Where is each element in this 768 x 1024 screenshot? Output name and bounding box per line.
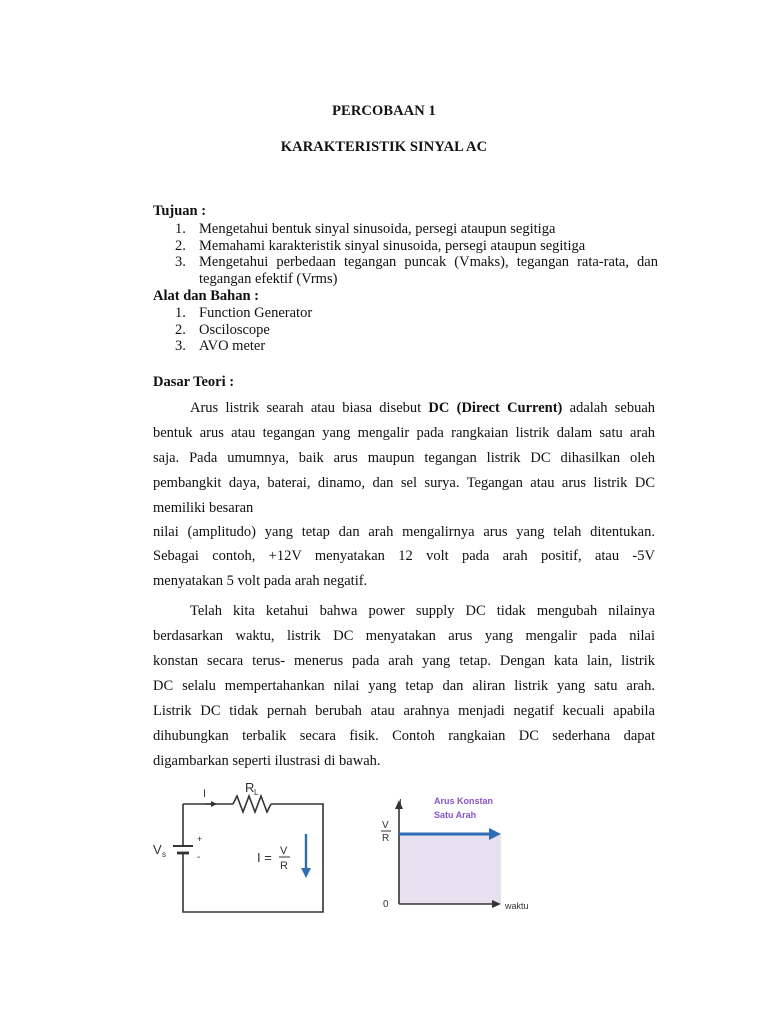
graph-tick-numerator: V	[382, 820, 389, 831]
theory-paragraph-1	[153, 396, 655, 594]
objectives-heading: Tujuan :	[153, 203, 207, 219]
theory-paragraph-2	[153, 599, 655, 774]
paragraph-line: DC selalu mempertahankan nilai yang tetap dan aliran listrik yang satu arah.	[153, 678, 655, 694]
graph-origin-label: 0	[383, 899, 389, 910]
list-number: 1.	[175, 305, 186, 321]
list-item	[153, 254, 658, 287]
graph-y-label: I	[399, 798, 402, 809]
plus-sign: +	[197, 834, 203, 844]
paragraph-line: digambarkan seperti ilustrasi di bawah.	[153, 753, 381, 769]
paragraph-line: menyatakan 5 volt pada arah negatif.	[153, 573, 368, 589]
list-number: 1.	[175, 221, 186, 237]
dc-circuit-figure	[153, 778, 545, 936]
list-text: Osciloscope	[199, 321, 270, 338]
figure-svg	[153, 778, 545, 936]
list-text: Function Generator	[199, 305, 313, 321]
circuit-wire-loop	[183, 804, 323, 912]
constant-area-fill	[399, 834, 501, 904]
equipment-heading: Alat dan Bahan :	[153, 288, 259, 304]
line-text: adalah sebuah	[562, 400, 656, 416]
list-text: Memahami karakteristik sinyal sinusoida, persegi ataupun segitiga	[199, 237, 586, 254]
list-text: Mengetahui bentuk sinyal sinusoida, persegi ataupun segitiga	[199, 221, 556, 237]
dc-term: DC (Direct Current)	[428, 400, 563, 416]
paragraph-line: saja. Pada umumnya, baik arus maupun tegangan listrik DC dihasilkan oleh	[153, 450, 655, 466]
objectives-list	[153, 221, 658, 287]
paragraph-line: konstan secara terus- menerus pada arah yang tetap. Dengan kata lain, listrik	[153, 653, 655, 669]
list-item	[153, 338, 658, 355]
experiment-title: PERCOBAAN 1	[332, 103, 436, 119]
list-text: Mengetahui perbedaan tegangan puncak (Vmaks), tegangan rata-rata, dan tegangan efektif (Vrms)	[199, 254, 658, 287]
formula-denominator: R	[280, 860, 288, 872]
theory-heading: Dasar Teori :	[153, 374, 235, 390]
paragraph-line: berdasarkan waktu, listrik DC menyatakan arus yang mengalir pada nilai	[153, 628, 655, 644]
line-text: Telah kita ketahui bahwa power supply DC tidak mengubah nilainya	[190, 603, 655, 619]
paragraph-line	[153, 599, 655, 624]
list-number: 3.	[175, 338, 186, 354]
paragraph-line	[153, 396, 655, 421]
list-item	[153, 305, 658, 322]
paragraph-line: nilai (amplitudo) yang tetap dan arah mengalirnya arus yang telah ditentukan.	[153, 524, 655, 540]
paragraph-line: Sebagai contoh, +12V menyatakan 12 volt pada arah positif, atau -5V	[153, 548, 655, 564]
line-text: Arus listrik searah atau biasa disebut	[190, 400, 429, 416]
paragraph-line: memiliki besaran	[153, 500, 254, 516]
formula-numerator: V	[280, 845, 288, 857]
list-item	[153, 238, 658, 255]
current-arrow-icon	[211, 801, 217, 807]
resistor-symbol	[233, 796, 271, 812]
list-text: AVO meter	[199, 338, 266, 354]
resistor-label: R	[245, 780, 255, 795]
current-label: I	[203, 788, 207, 800]
formula-lhs: I =	[257, 850, 272, 865]
paragraph-line: dihubungkan terbalik secara fisik. Contoh rangkaian DC sederhana dapat	[153, 728, 655, 744]
list-number: 2.	[175, 237, 186, 254]
source-subscript: s	[162, 850, 166, 859]
list-item	[153, 221, 658, 238]
minus-sign: -	[197, 852, 201, 863]
annotation-line-1: Arus Konstan	[434, 796, 494, 806]
list-number: 3.	[175, 254, 186, 270]
graph-x-label: waktu	[505, 901, 529, 911]
topic-title: KARAKTERISTIK SINYAL AC	[280, 139, 488, 155]
equipment-list	[153, 305, 658, 355]
paragraph-line: bentuk arus atau tegangan yang mengalir pada rangkaian listrik dalam satu arah	[153, 425, 655, 441]
resistor-subscript: L	[254, 788, 259, 797]
paragraph-line: Listrik DC tidak pernah berubah atau arahnya menjadi negatif kecuali apabila	[153, 703, 655, 719]
circuit-diagram	[173, 796, 323, 912]
paragraph-line: pembangkit daya, baterai, dinamo, dan sel surya. Tegangan atau arus listrik DC	[153, 475, 655, 491]
graph-tick-denominator: R	[382, 833, 390, 844]
source-label: V	[153, 842, 162, 857]
annotation-line-2: Satu Arah	[434, 810, 477, 820]
flow-arrow-icon	[301, 868, 311, 878]
list-number: 2.	[175, 321, 186, 338]
list-item	[153, 322, 658, 339]
